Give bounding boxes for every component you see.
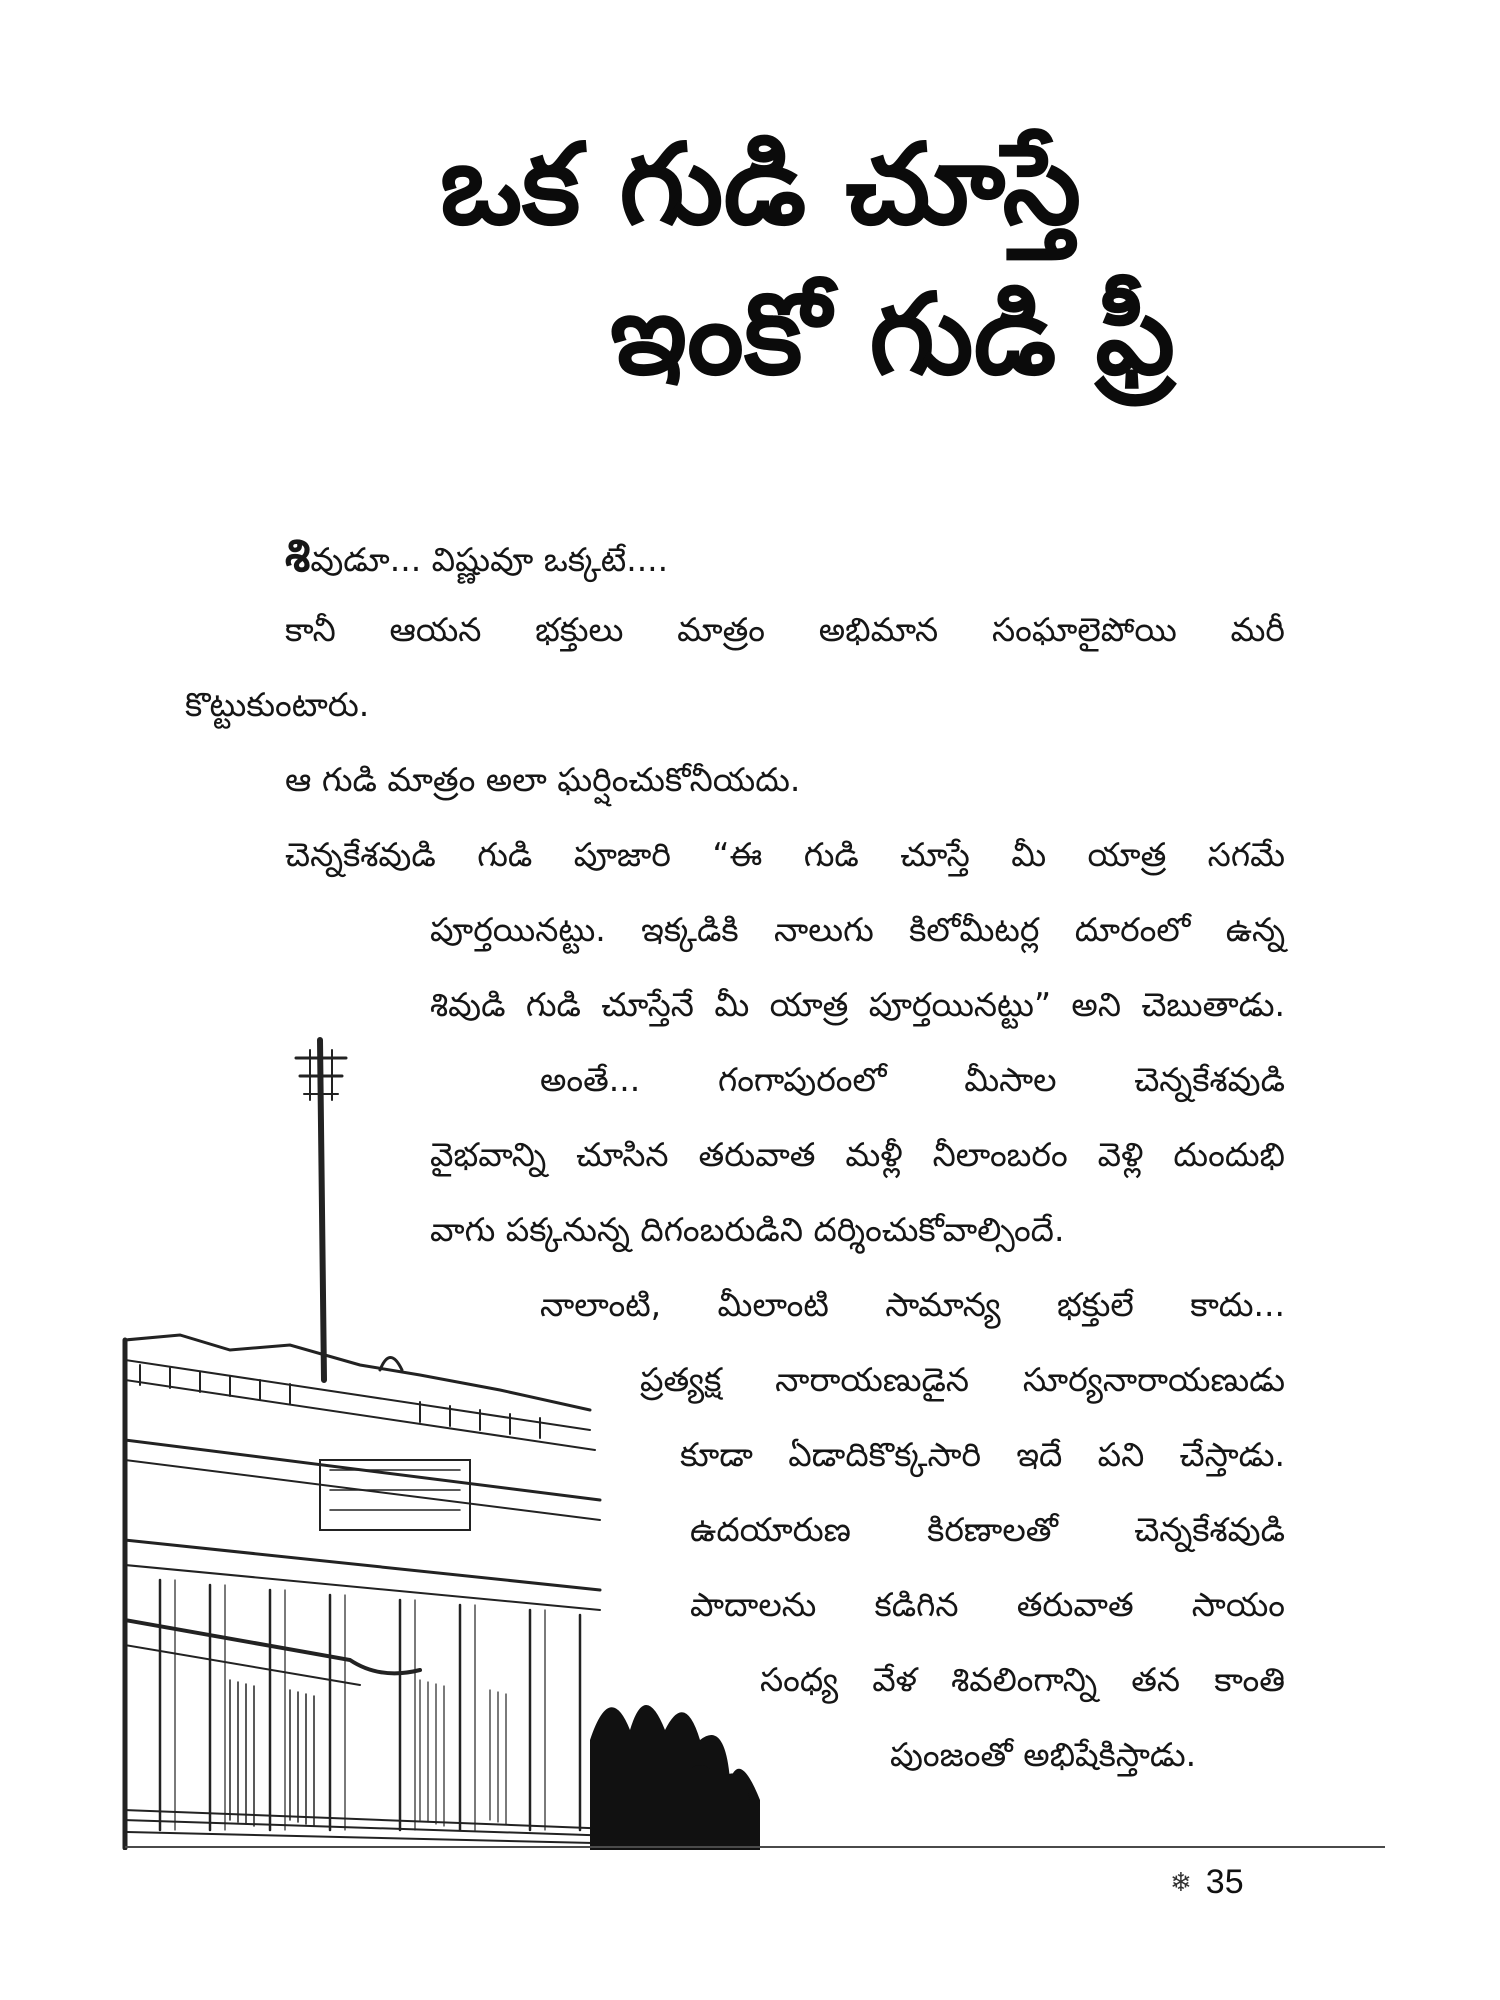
paragraph-1 bbox=[285, 528, 669, 582]
paragraph-6-line-3: కూడా ఏడాదికొక్కసారి ఇదే పని చేస్తాడు. bbox=[680, 1435, 1285, 1474]
paragraph-5-line-3: వాగు పక్కనున్న దిగంబరుడిని దర్శించుకోవాల్సిందే. bbox=[430, 1210, 1065, 1249]
paragraph-6-line-6: సంధ్య వేళ శివలింగాన్ని తన కాంతి bbox=[760, 1660, 1285, 1699]
paragraph-6-line-7: పుంజంతో అభిషేకిస్తాడు. bbox=[890, 1735, 1197, 1774]
paragraph-6-line-2: ప్రత్యక్ష నారాయణుడైన సూర్యనారాయణుడు bbox=[640, 1360, 1285, 1399]
paragraph-6-line-4: ఉదయారుణ కిరణాలతో చెన్నకేశవుడి bbox=[690, 1510, 1285, 1549]
paragraph-3: ఆ గుడి మాత్రం అలా ఘర్షించుకోనీయదు. bbox=[285, 760, 801, 799]
paragraph-1-text: వుడూ... విష్ణువూ ఒక్కటే.... bbox=[310, 540, 669, 579]
paragraph-6-line-5: పాదాలను కడిగిన తరువాత సాయం bbox=[690, 1585, 1285, 1624]
paragraph-2-line-2: కొట్టుకుంటారు. bbox=[185, 685, 370, 724]
paragraph-6-line-1: నాలాంటి, మీలాంటి సామాన్య భక్తులే కాదు... bbox=[540, 1285, 1285, 1324]
paragraph-4-line-1: చెన్నకేశవుడి గుడి పూజారి “ఈ గుడి చూస్తే మీ యాత్ర సగమే bbox=[285, 835, 1285, 874]
paragraph-4-line-2: పూర్తయినట్టు. ఇక్కడికి నాలుగు కిలోమీటర్ల దూరంలో ఉన్న bbox=[430, 910, 1285, 949]
paragraph-5-line-1: అంతే... గంగాపురంలో మీసాల చెన్నకేశవుడి bbox=[540, 1060, 1285, 1099]
snowflake-ornament-icon: ❄ bbox=[1170, 1866, 1192, 1897]
chapter-title-line-1: ఒక గుడి చూస్తే bbox=[440, 120, 1082, 250]
page-footer bbox=[1170, 1862, 1244, 1902]
paragraph-4-line-3: శివుడి గుడి చూస్తేనే మీ యాత్ర పూర్తయినట్టు” అని చెబుతాడు. bbox=[430, 985, 1285, 1024]
drop-cap: శి bbox=[285, 528, 311, 582]
footer-rule bbox=[125, 1846, 1385, 1848]
paragraph-5-line-2: వైభవాన్ని చూసిన తరువాత మళ్లీ నీలాంబరం వెళ్లి దుందుభి bbox=[430, 1135, 1285, 1174]
chapter-title-line-2: ఇంకో గుడి ఫ్రీ bbox=[610, 270, 1175, 400]
paragraph-2-line-1: కానీ ఆయన భక్తులు మాత్రం అభిమాన సంఘాలైపోయి మరీ bbox=[285, 610, 1285, 649]
temple-sketch-illustration bbox=[120, 1020, 840, 1850]
page-number: 35 bbox=[1205, 1862, 1244, 1901]
